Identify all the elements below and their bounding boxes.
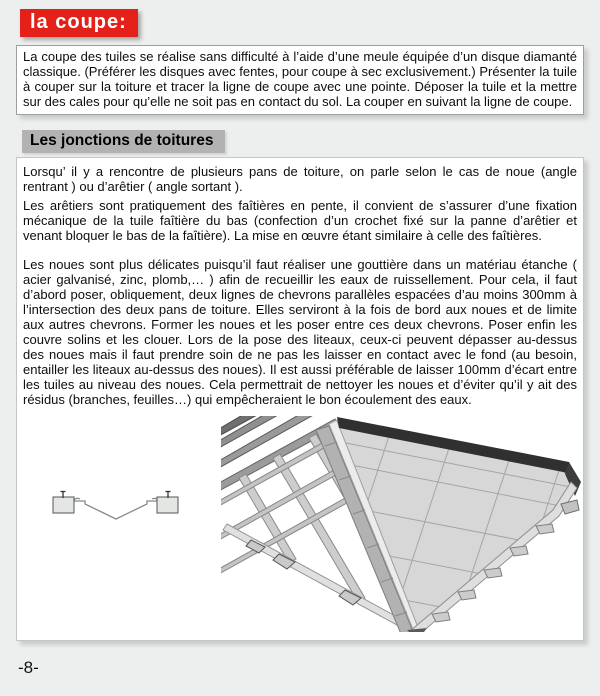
section-badge-la-coupe: la coupe: [20,9,138,37]
coupe-text-box [16,45,584,115]
jonctions-paragraph-2: Les arêtiers sont pratiquement des faîtières en pente, il convient de s’assurer d’une fixation mécanique de la tuile faîtière du bas (confection d’un crochet fixé sur la panne d’arêtier et venant bloquer le bas de la faîtière). La mise en œuvre étant similaire à celle des faîtières. [23,198,577,243]
jonctions-content-box [16,157,584,641]
valley-cross-section-diagram [45,488,185,532]
section-header-jonctions: Les jonctions de toitures [22,130,225,153]
jonctions-paragraph-1: Lorsqu’ il y a rencontre de plusieurs pans de toiture, on parle selon le cas de noue (angle rentrant ) ou d’arêtier ( angle sortant ). [23,164,577,194]
jonctions-paragraph-3: Les noues sont plus délicates puisqu’il faut réaliser une gouttière dans un matériau étanche ( acier galvanisé, zinc, plomb,… ) afin de recueillir les eaux de ruissellement. Pour cela, il faut d’abord poser, obliquement, deux lignes de chevrons parallèles espacées d’au moins 300mm à l’intersection des deux pans de toiture. Elles serviront à la fois de bord aux noues et de limite aux autres chevrons. Former les noues et les poser entre ces deux chevrons. Poser enfin les couvre solins et les clouer. Lors de la pose des liteaux, ceux-ci peuvent dépasser au-dessus des noues mais il faut prendre soin de ne pas les laisser en contact avec le fond (au besoin, entailler les liteaux au-dessus des noues). Il est aussi préférable de laisser 100mm d’écart entre les tuiles au niveau des noues. Cela permettrait de nettoyer les noues et d’éviter qu’il y ait des résidus (branches, feuilles…) qui empêcheraient le bon écoulement des eaux. [23,257,577,407]
roof-valley-3d-illustration [221,416,581,632]
page-number: -8- [18,658,39,677]
coupe-paragraph: La coupe des tuiles se réalise sans difficulté à l’aide d’une meule équipée d’un disque diamanté classique. (Préférer les disques avec fentes, pour coupe à sec exclusivement.) Présenter la tuile à couper sur la toiture et tracer la ligne de coupe avec une pointe. Déposer la tuile et la mettre sur des cales pour qu’elle ne soit pas en contact du sol. La couper en suivant la ligne de coupe. [23,49,577,109]
